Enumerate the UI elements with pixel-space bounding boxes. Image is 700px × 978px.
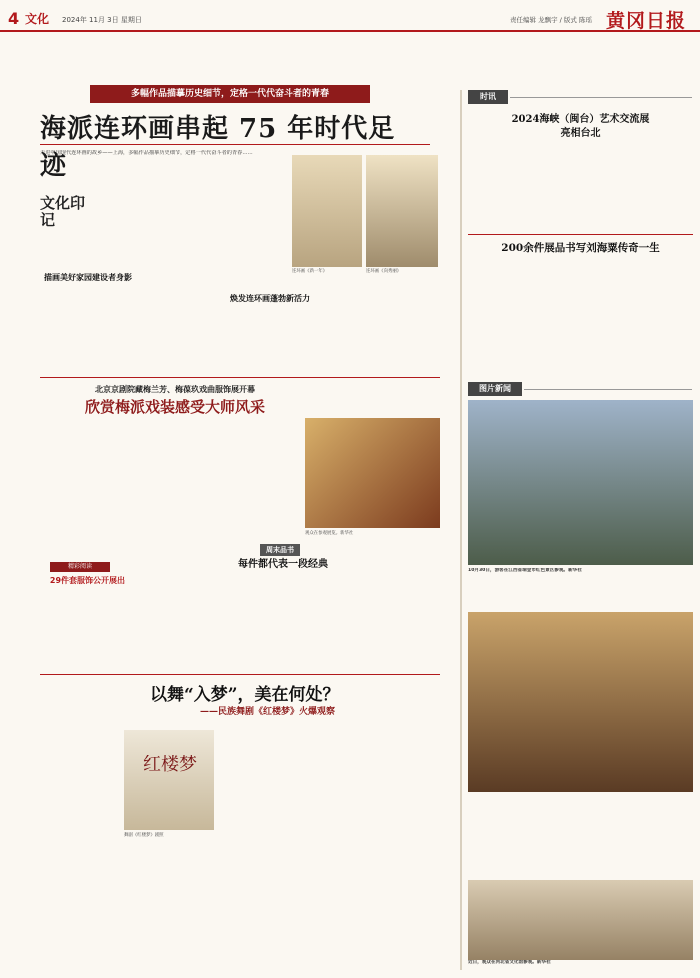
divider bbox=[524, 389, 692, 390]
subhead: 描画美好家园建设者身影 bbox=[44, 273, 132, 282]
page-number: 4 bbox=[8, 9, 20, 28]
lead-column bbox=[40, 284, 128, 374]
lead-body bbox=[100, 195, 285, 255]
photo-news-tag: 图片新闻 bbox=[468, 382, 522, 396]
newspaper-logo: 黄冈日报 bbox=[606, 10, 687, 32]
image-caption: 连环画《新一年》 bbox=[292, 269, 328, 274]
news-title: 亮相台北 bbox=[560, 128, 601, 139]
news-title: 2024海峡（闽台）艺术交流展 bbox=[511, 114, 650, 125]
costume-photo bbox=[305, 418, 440, 528]
news-title: 200余件展品书写刘海粟传奇一生 bbox=[501, 242, 660, 254]
story-kicker: 北京京剧院藏梅兰芳、梅葆玖戏曲服饰展开幕 bbox=[95, 385, 255, 394]
news-column bbox=[468, 140, 578, 230]
photo-caption: 观众在参观展览。新华社 bbox=[305, 531, 354, 536]
story-title: 欣赏梅派戏装感受大师风采 bbox=[84, 398, 265, 416]
lead-title: 海派连环画串起 75 年时代足迹 bbox=[40, 114, 396, 181]
drama-poster bbox=[124, 730, 214, 830]
story-column bbox=[221, 418, 301, 528]
lead-subtitle: 多幅作品描摹历史细节，定格一代代奋斗者的青春 bbox=[90, 85, 370, 103]
news-photo-2 bbox=[468, 612, 693, 792]
news-photo-3 bbox=[468, 880, 693, 972]
bottom-column bbox=[218, 730, 290, 970]
story-column bbox=[40, 588, 128, 668]
lead-intro: 走进中国现代连环画的故乡——上海，多幅作品描摹历史细节，定格一代代奋斗者的青春…… bbox=[40, 150, 253, 156]
lead-image-1 bbox=[292, 155, 362, 267]
news-photo-1 bbox=[468, 400, 693, 565]
story-subhead: 29件套服饰公开展出 bbox=[49, 576, 126, 585]
photo-caption: 近日，观众在河北省文化馆参观。新华社 bbox=[468, 960, 693, 974]
poster-title: 红楼梦 bbox=[143, 755, 197, 775]
news-column bbox=[582, 140, 692, 230]
news-column bbox=[468, 256, 578, 376]
bottom-column bbox=[294, 730, 364, 970]
story-column bbox=[40, 418, 125, 548]
divider bbox=[468, 234, 693, 235]
subhead: 焕发连环画蓬勃新活力 bbox=[230, 294, 310, 303]
lead-column bbox=[132, 284, 230, 374]
photo-caption bbox=[468, 796, 693, 834]
lead-column bbox=[320, 284, 438, 374]
section-tag: 精彩阅读 bbox=[50, 562, 110, 572]
poster-caption: 舞剧《红楼梦》剧照 bbox=[124, 833, 164, 838]
bottom-column bbox=[124, 840, 214, 970]
bottom-column bbox=[368, 730, 440, 970]
divider bbox=[40, 674, 440, 675]
story-column bbox=[132, 418, 217, 668]
editor-credit: 责任编辑 龙飘宇 / 版式 陈瑶 bbox=[510, 16, 592, 24]
time-tag: 时讯 bbox=[468, 90, 508, 104]
image-caption: 连环画《向秀丽》 bbox=[366, 269, 402, 274]
lead-image-2 bbox=[366, 155, 438, 267]
column-rule bbox=[460, 90, 462, 970]
divider bbox=[40, 144, 430, 145]
pick-label: 周末品书 bbox=[260, 544, 300, 556]
bottom-subtitle: ——民族舞剧《红楼梦》火爆观察 bbox=[200, 707, 336, 717]
pick-column bbox=[365, 540, 440, 668]
bottom-column bbox=[40, 730, 120, 970]
news-column bbox=[582, 256, 692, 376]
column-logo: 文化印记 bbox=[40, 195, 86, 229]
pick-column bbox=[221, 570, 361, 668]
divider bbox=[510, 97, 692, 98]
section-label: 文化 bbox=[25, 12, 50, 26]
issue-date: 2024年 11月 3日 星期日 bbox=[62, 16, 142, 24]
bottom-title: 以舞“入梦”，美在何处？ bbox=[150, 685, 340, 705]
pick-title: 每件都代表一段经典 bbox=[238, 559, 328, 570]
photo-caption: 10月30日，游客在江西省瑞金市红色景区参观。新华社 bbox=[468, 568, 582, 573]
divider bbox=[40, 377, 440, 378]
